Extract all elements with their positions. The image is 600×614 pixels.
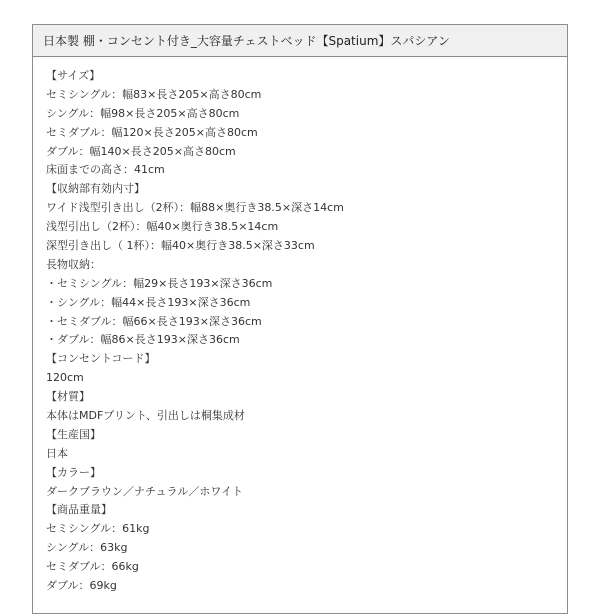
- spec-line-long-storage: 長物収納：: [46, 257, 101, 271]
- spec-panel: [32, 24, 568, 614]
- spec-line-long-semi-single: ・セミシングル：幅29×長さ193×深さ36cm: [46, 276, 273, 290]
- spec-line-long-single: ・シングル：幅44×長さ193×深さ36cm: [46, 295, 251, 309]
- spec-line-material: 本体はMDFプリント、引出しは桐集成材: [46, 409, 245, 423]
- spec-line-deep-drawer: 深型引き出し（ 1杯）：幅40×奥行き38.5×深さ33cm: [46, 239, 315, 253]
- spec-line-long-double: ・ダブル：幅86×長さ193×深さ36cm: [46, 333, 240, 347]
- spec-line-country: 日本: [46, 446, 68, 460]
- spec-heading-size: 【サイズ】: [46, 69, 101, 82]
- spec-heading-weight: 【商品重量】: [46, 503, 112, 517]
- spec-heading-outlet-cord: 【コンセントコード】: [46, 352, 156, 366]
- spec-title: 日本製 棚・コンセント付き_大容量チェストベッド【Spatium】スパシアン: [33, 25, 567, 57]
- spec-line-weight-single: シングル：63kg: [46, 541, 128, 555]
- spec-heading-storage: 【収納部有効内寸】: [46, 182, 145, 196]
- spec-heading-material: 【材質】: [46, 390, 90, 404]
- spec-line-weight-double: ダブル：69kg: [46, 579, 117, 593]
- spec-line-floor-height: 床面までの高さ：41cm: [46, 163, 165, 177]
- spec-line-outlet-cord: 120cm: [46, 371, 84, 385]
- spec-heading-country: 【生産国】: [46, 427, 101, 441]
- spec-line-wide-drawer: ワイド浅型引き出し（2杯）：幅88×奥行き38.5×深さ14cm: [46, 201, 344, 215]
- spec-line-size-single: シングル：幅98×長さ205×高さ80cm: [46, 106, 240, 120]
- spec-line-size-semi-single: セミシングル：幅83×長さ205×高さ80cm: [46, 87, 262, 101]
- spec-heading-color: 【カラー】: [46, 465, 101, 479]
- spec-list: [46, 67, 559, 596]
- spec-line-size-double: ダブル：幅140×長さ205×高さ80cm: [46, 144, 236, 158]
- spec-line-long-semi-double: ・セミダブル：幅66×長さ193×深さ36cm: [46, 314, 262, 328]
- spec-line-shallow-drawer: 浅型引出し（2杯）：幅40×奥行き38.5×14cm: [46, 220, 279, 234]
- spec-line-color: ダークブラウン／ナチュラル／ホワイト: [46, 484, 244, 498]
- spec-line-weight-semi-single: セミシングル：61kg: [46, 522, 150, 536]
- spec-line-size-semi-double: セミダブル：幅120×長さ205×高さ80cm: [46, 125, 258, 139]
- spec-line-weight-semi-double: セミダブル：66kg: [46, 560, 139, 574]
